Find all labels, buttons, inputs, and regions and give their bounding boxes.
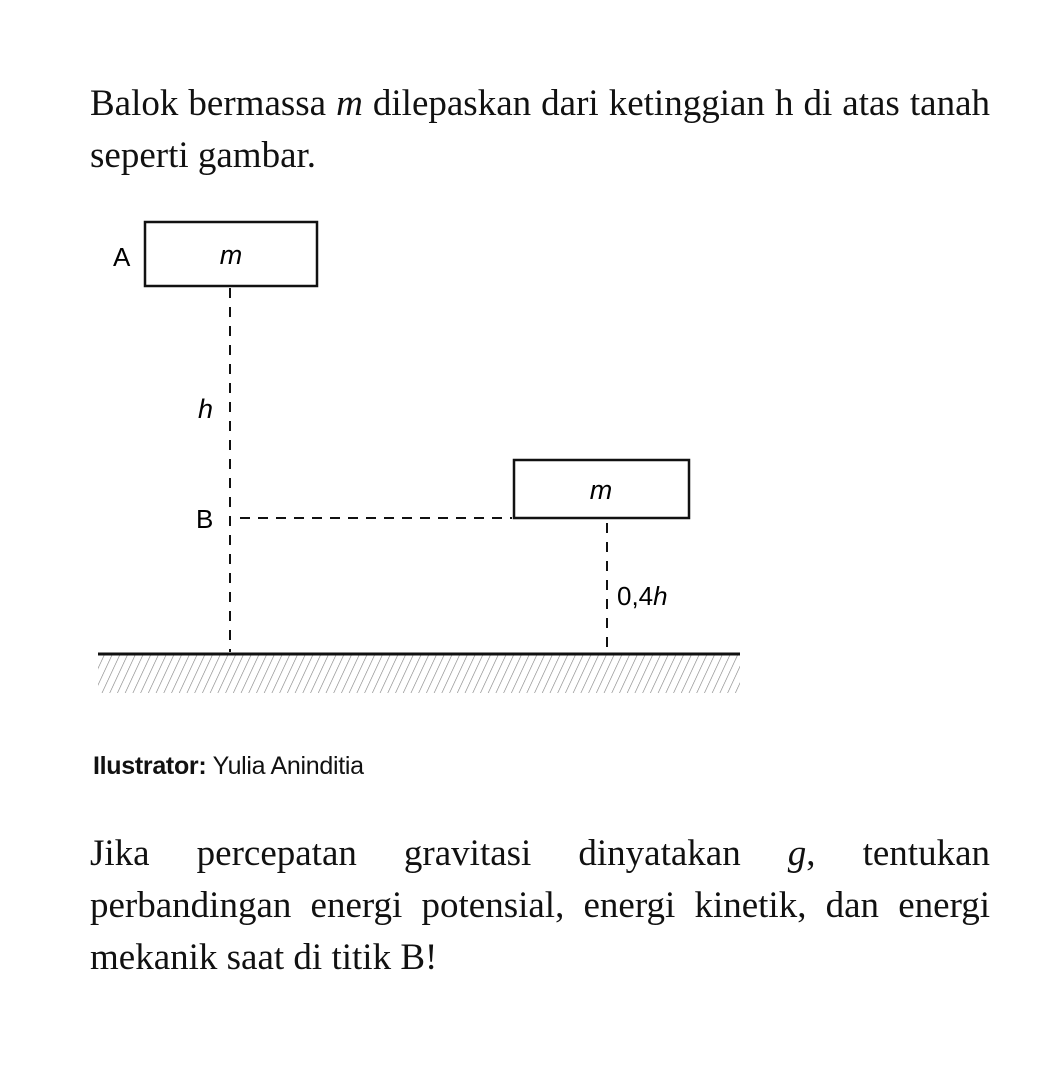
block-b-mass: m bbox=[589, 475, 613, 505]
ground-hatch bbox=[98, 655, 740, 693]
label-a: A bbox=[113, 242, 131, 272]
height-symbol: h bbox=[774, 83, 794, 124]
intro-text: Balok bermassa m dilepaskan dari ketinggian h di atas tanah seperti gambar. bbox=[90, 83, 990, 176]
low-height-label: 0,4h bbox=[617, 581, 668, 611]
label-b: B bbox=[196, 504, 214, 534]
illustrator-credit: Ilustrator: Yulia Aninditia bbox=[93, 752, 364, 780]
mass-symbol: m bbox=[336, 83, 363, 124]
block-a-mass: m bbox=[219, 240, 243, 270]
gravity-symbol: g bbox=[787, 833, 807, 874]
height-label: h bbox=[198, 394, 214, 424]
question-text: Jika percepatan gravitasi dinyatakan g, tentukan perbandingan energi potensial, energi kinetik, dan energi mekanik saat di titik B! bbox=[90, 833, 991, 978]
